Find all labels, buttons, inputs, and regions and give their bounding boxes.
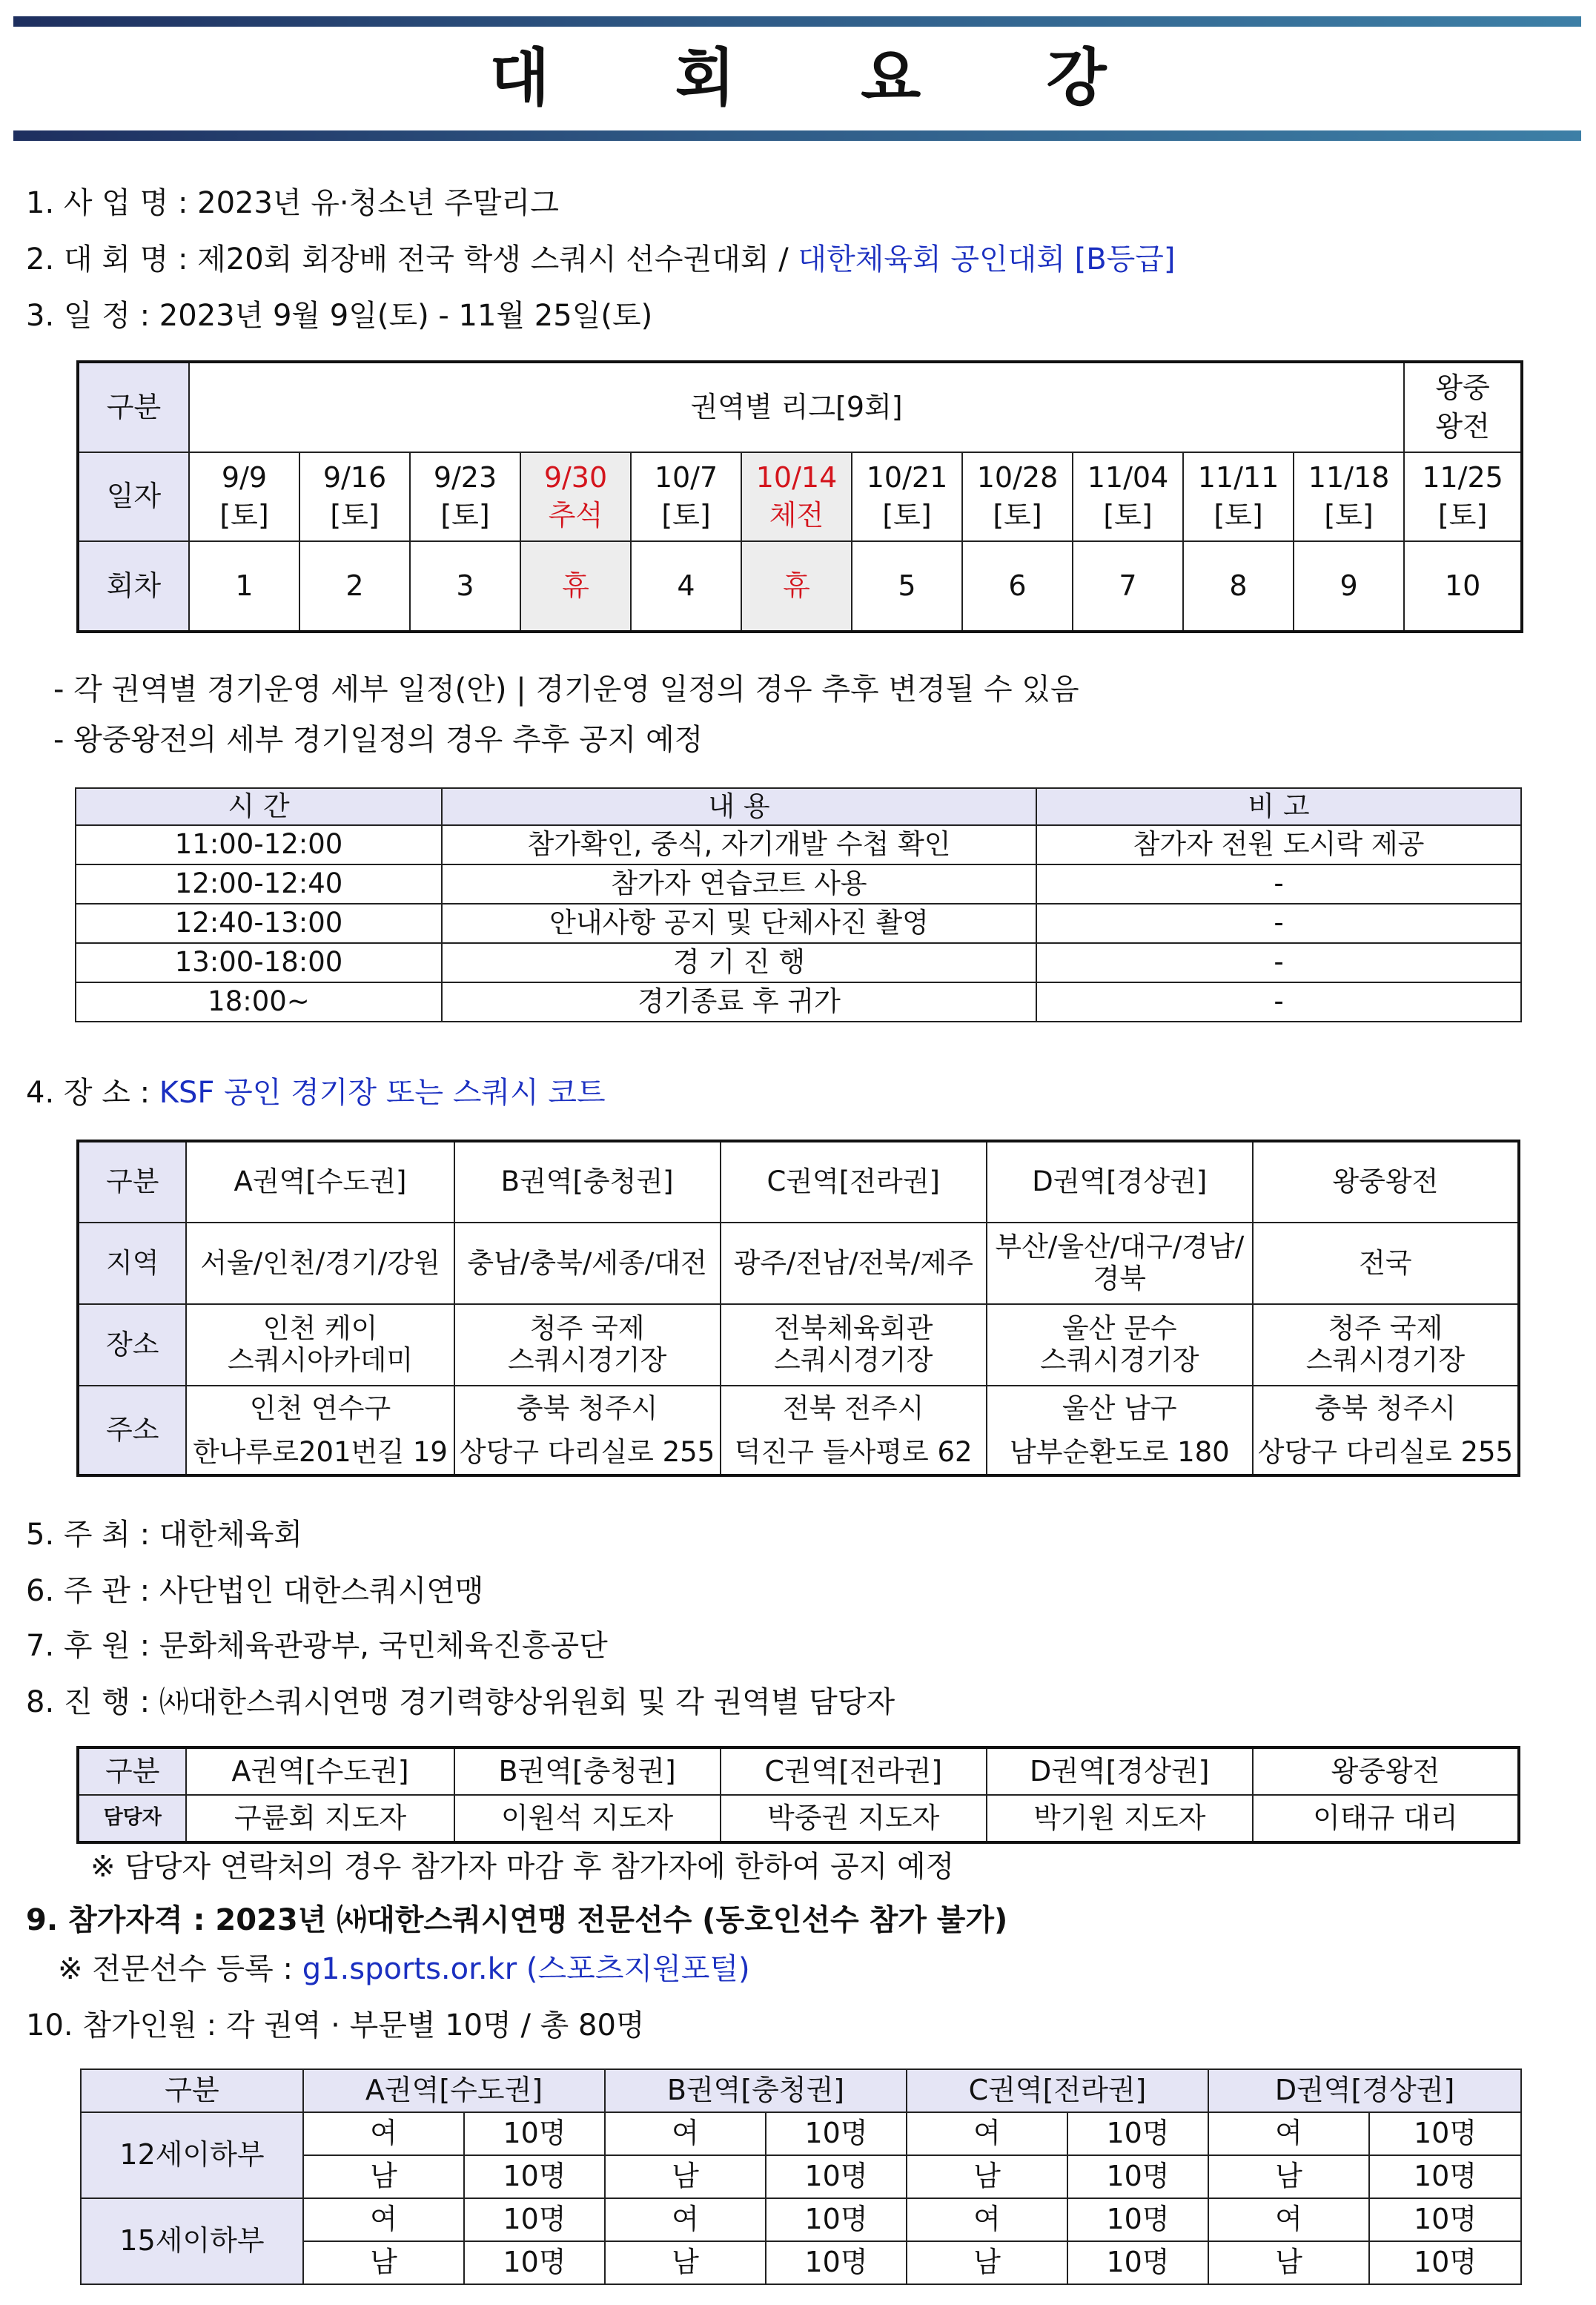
- address-cell: [454, 1386, 721, 1475]
- weekday-value: [토]: [1103, 499, 1153, 532]
- round-cell: 6: [962, 541, 1073, 632]
- timetable-cell: 참가자 전원 도시락 제공: [1036, 825, 1521, 864]
- item-label: 7. 후 원 :: [26, 1629, 150, 1663]
- place-cell: [1253, 1304, 1519, 1386]
- weekday-value: [토]: [661, 499, 711, 532]
- timetable-cell: 경 기 진 행: [442, 943, 1036, 982]
- place-line: 인천 케이: [262, 1312, 378, 1345]
- round-cell: 휴: [741, 541, 852, 632]
- manager-header: D권역[경상권]: [987, 1747, 1253, 1795]
- item-value: 2023년 ㈔대한스쿼시연맹 전문선수 (동호인선수 참가 불가): [215, 1903, 1008, 1937]
- table-row: [76, 825, 1521, 864]
- place-cell: [454, 1304, 721, 1386]
- registration-note: [58, 1948, 750, 1990]
- participant-header: B권역[충청권]: [605, 2069, 907, 2112]
- count-cell: 10명: [1067, 2198, 1208, 2241]
- bottom-rule: [13, 130, 1581, 141]
- manager-label: 담당자: [78, 1795, 186, 1842]
- manager-name: 이원석 지도자: [454, 1795, 721, 1842]
- gender-cell: 여: [605, 2112, 766, 2155]
- item-value: 각 권역 · 부문별 10명 / 총 80명: [225, 2008, 645, 2043]
- place-cell: [987, 1304, 1253, 1386]
- item-sponsor: [26, 1625, 608, 1667]
- certification-label: 대한체육회 공인대회 [B등급]: [798, 242, 1176, 277]
- league-header: 권역별 리그[9회]: [189, 362, 1404, 452]
- date-value: 9/16: [322, 460, 387, 494]
- round-cell: 4: [631, 541, 741, 632]
- venue-header: 왕중왕전: [1253, 1141, 1519, 1223]
- timetable-header: 시 간: [76, 788, 442, 825]
- registration-link[interactable]: g1.sports.or.kr (스포츠지원포털): [302, 1952, 750, 1986]
- item-value: 2023년 유·청소년 주말리그: [197, 186, 559, 220]
- timetable: [75, 787, 1522, 1022]
- date-cell: [962, 452, 1073, 541]
- round-cell: 휴: [520, 541, 631, 632]
- region-cell: 부산/울산/대구/경남/경북: [987, 1223, 1253, 1304]
- date-value: 10/14: [755, 460, 838, 494]
- count-cell: 10명: [766, 2241, 907, 2284]
- place-line: 청주 국제: [1328, 1312, 1443, 1345]
- count-cell: 10명: [464, 2112, 605, 2155]
- manager-name: 이태규 대리: [1253, 1795, 1519, 1842]
- gender-cell: 남: [1208, 2155, 1369, 2198]
- table-row: [76, 943, 1521, 982]
- timetable-cell: -: [1036, 982, 1521, 1022]
- item-eligibility: [26, 1899, 1007, 1941]
- round-cell: 8: [1183, 541, 1294, 632]
- item-participants: [26, 2005, 645, 2046]
- round-cell: 5: [852, 541, 962, 632]
- participant-table: [80, 2068, 1522, 2285]
- table-row: [81, 2198, 1521, 2241]
- timetable-header: 내 용: [442, 788, 1036, 825]
- region-label: 지역: [78, 1223, 186, 1304]
- date-cell: [520, 452, 631, 541]
- header-cell: 구분: [78, 362, 189, 452]
- venue-header: D권역[경상권]: [987, 1141, 1253, 1223]
- item-label: 3. 일 정 :: [26, 299, 150, 333]
- table-row: [76, 864, 1521, 904]
- weekday-value: [토]: [1324, 499, 1374, 532]
- item-value: KSF 공인 경기장 또는 스쿼시 코트: [159, 1076, 606, 1110]
- address-line: 한나루로201번길 19: [193, 1436, 448, 1469]
- place-line: 스쿼시경기장: [1040, 1344, 1199, 1376]
- count-cell: 10명: [1369, 2198, 1521, 2241]
- schedule-table: [76, 360, 1523, 633]
- manager-name: 박중권 지도자: [721, 1795, 987, 1842]
- group-label: 12세이하부: [81, 2112, 303, 2198]
- address-line: 인천 연수구: [249, 1392, 391, 1424]
- weekday-value: [토]: [440, 499, 490, 532]
- date-value: 11/11: [1197, 460, 1279, 494]
- final-header: [1404, 362, 1522, 452]
- date-cell: [299, 452, 410, 541]
- round-cell: 1: [189, 541, 299, 632]
- round-cell: 3: [410, 541, 520, 632]
- region-cell: 서울/인천/경기/강원: [186, 1223, 454, 1304]
- place-line: 스쿼시경기장: [773, 1344, 933, 1376]
- count-cell: 10명: [1067, 2155, 1208, 2198]
- region-cell: 충남/충북/세종/대전: [454, 1223, 721, 1304]
- weekday-value: [토]: [993, 499, 1042, 532]
- item-value: ㈔대한스쿼시연맹 경기력향상위원회 및 각 권역별 담당자: [159, 1685, 895, 1719]
- manager-header: A권역[수도권]: [186, 1747, 454, 1795]
- timetable-cell: 참가확인, 중식, 자기개발 수첩 확인: [442, 825, 1036, 864]
- gender-cell: 남: [907, 2155, 1067, 2198]
- table-row: [81, 2112, 1521, 2155]
- timetable-cell: 12:00-12:40: [76, 864, 442, 904]
- date-value: 9/30: [543, 460, 608, 494]
- date-value: 9/9: [221, 460, 268, 494]
- count-cell: 10명: [766, 2198, 907, 2241]
- address-line: 상당구 다리실로 255: [1257, 1436, 1514, 1469]
- gender-cell: 남: [1208, 2241, 1369, 2284]
- place-line: 전북체육회관: [773, 1312, 933, 1345]
- item-organizer: [26, 1570, 484, 1612]
- item-value: 2023년 9월 9일(토) - 11월 25일(토): [159, 299, 653, 333]
- address-line: 덕진구 들사평로 62: [734, 1436, 973, 1469]
- date-value: 11/04: [1087, 460, 1169, 494]
- item-label: 5. 주 최 :: [26, 1518, 150, 1552]
- place-line: 스쿼시경기장: [1305, 1344, 1466, 1376]
- round-cell: 2: [299, 541, 410, 632]
- note-line: - 왕중왕전의 세부 경기일정의 경우 추후 공지 예정: [53, 723, 703, 757]
- item-value: 제20회 회장배 전국 학생 스쿼시 선수권대회 /: [197, 242, 789, 277]
- address-cell: [1253, 1386, 1519, 1475]
- venue-table: [76, 1140, 1520, 1477]
- item-value: 대한체육회: [159, 1518, 302, 1552]
- table-row: [76, 904, 1521, 943]
- manager-header: B권역[충청권]: [454, 1747, 721, 1795]
- final-header-line: 왕전: [1435, 409, 1490, 443]
- gender-cell: 여: [605, 2198, 766, 2241]
- item-business-name: [26, 182, 559, 224]
- manager-header: 구분: [78, 1747, 186, 1795]
- address-line: 울산 남구: [1062, 1392, 1177, 1424]
- item-schedule: [26, 295, 652, 337]
- registration-label: ※ 전문선수 등록 :: [58, 1952, 293, 1986]
- date-cell: [189, 452, 299, 541]
- count-cell: 10명: [766, 2112, 907, 2155]
- weekday-value: [토]: [219, 499, 269, 532]
- count-cell: 10명: [464, 2241, 605, 2284]
- item-label: 6. 주 관 :: [26, 1574, 150, 1608]
- address-cell: [721, 1386, 987, 1475]
- date-value: 11/18: [1308, 460, 1390, 494]
- weekday-value: 체전: [769, 499, 824, 532]
- count-cell: 10명: [464, 2155, 605, 2198]
- date-cell: [852, 452, 962, 541]
- place-line: 스쿼시아카데미: [227, 1344, 414, 1376]
- manager-name: 박기원 지도자: [987, 1795, 1253, 1842]
- venue-header: C권역[전라권]: [721, 1141, 987, 1223]
- date-cell: [741, 452, 852, 541]
- item-label: 10. 참가인원 :: [26, 2008, 217, 2043]
- timetable-cell: -: [1036, 943, 1521, 982]
- timetable-cell: 13:00-18:00: [76, 943, 442, 982]
- round-cell: 7: [1073, 541, 1183, 632]
- timetable-cell: 12:40-13:00: [76, 904, 442, 943]
- manager-table: [76, 1746, 1520, 1844]
- venue-header: B권역[충청권]: [454, 1141, 721, 1223]
- date-cell: [1294, 452, 1404, 541]
- gender-cell: 여: [907, 2112, 1067, 2155]
- gender-cell: 여: [907, 2198, 1067, 2241]
- address-line: 충북 청주시: [1314, 1392, 1457, 1424]
- address-cell: [186, 1386, 454, 1475]
- address-cell: [987, 1386, 1253, 1475]
- table-row: [76, 982, 1521, 1022]
- weekday-value: [토]: [330, 499, 380, 532]
- date-cell: [410, 452, 520, 541]
- manager-header: 왕중왕전: [1253, 1747, 1519, 1795]
- participant-header: 구분: [81, 2069, 303, 2112]
- item-label: 1. 사 업 명 :: [26, 186, 188, 220]
- address-line: 충북 청주시: [516, 1392, 658, 1424]
- date-cell: [1073, 452, 1183, 541]
- manager-header: C권역[전라권]: [721, 1747, 987, 1795]
- timetable-cell: -: [1036, 904, 1521, 943]
- region-cell: 전국: [1253, 1223, 1519, 1304]
- gender-cell: 남: [303, 2155, 464, 2198]
- count-cell: 10명: [1369, 2241, 1521, 2284]
- round-cell: 9: [1294, 541, 1404, 632]
- count-cell: 10명: [766, 2155, 907, 2198]
- final-header-line: 왕중: [1435, 371, 1490, 405]
- address-label: 주소: [78, 1386, 186, 1475]
- date-value: 9/23: [433, 460, 497, 494]
- gender-cell: 남: [605, 2155, 766, 2198]
- page-title: 대 회 요 강: [489, 42, 1159, 114]
- manager-note: ※ 담당자 연락처의 경우 참가자 마감 후 참가자에 한하여 공지 예정: [90, 1850, 955, 1884]
- count-cell: 10명: [1067, 2241, 1208, 2284]
- item-event-name: [26, 239, 1176, 280]
- timetable-cell: 11:00-12:00: [76, 825, 442, 864]
- gender-cell: 남: [303, 2241, 464, 2284]
- item-value: 사단법인 대한스쿼시연맹: [159, 1574, 484, 1608]
- weekday-value: [토]: [882, 499, 932, 532]
- participant-header: D권역[경상권]: [1208, 2069, 1521, 2112]
- item-operation: [26, 1681, 895, 1723]
- date-cell: [1404, 452, 1522, 541]
- date-value: 11/25: [1422, 460, 1503, 494]
- round-label: 회차: [78, 541, 189, 632]
- weekday-value: 추석: [548, 499, 603, 532]
- place-line: 청주 국제: [529, 1312, 645, 1345]
- gender-cell: 남: [605, 2241, 766, 2284]
- gender-cell: 여: [303, 2112, 464, 2155]
- item-value: 문화체육관광부, 국민체육진흥공단: [159, 1629, 608, 1663]
- place-line: 스쿼시경기장: [507, 1344, 667, 1376]
- gender-cell: 남: [907, 2241, 1067, 2284]
- timetable-cell: 참가자 연습코트 사용: [442, 864, 1036, 904]
- item-label: 2. 대 회 명 :: [26, 242, 188, 277]
- venue-header: 구분: [78, 1141, 186, 1223]
- participant-header: C권역[전라권]: [907, 2069, 1208, 2112]
- place-cell: [186, 1304, 454, 1386]
- date-value: 10/21: [866, 460, 948, 494]
- count-cell: 10명: [1369, 2155, 1521, 2198]
- address-line: 남부순환도로 180: [1009, 1436, 1230, 1469]
- date-value: 10/28: [976, 460, 1059, 494]
- date-value: 10/7: [654, 460, 718, 494]
- top-rule: [13, 16, 1581, 27]
- place-line: 울산 문수: [1062, 1312, 1177, 1345]
- address-line: 전북 전주시: [782, 1392, 924, 1424]
- item-label: 9. 참가자격 :: [26, 1903, 205, 1937]
- place-label: 장소: [78, 1304, 186, 1386]
- timetable-header: 비 고: [1036, 788, 1521, 825]
- note-line: - 각 권역별 경기운영 세부 일정(안) | 경기운영 일정의 경우 추후 변경될 수 있음: [53, 672, 1079, 707]
- timetable-cell: 경기종료 후 귀가: [442, 982, 1036, 1022]
- item-label: 4. 장 소 :: [26, 1076, 150, 1110]
- item-venue: [26, 1072, 606, 1114]
- weekday-value: [토]: [1437, 499, 1488, 532]
- count-cell: 10명: [1067, 2112, 1208, 2155]
- timetable-cell: -: [1036, 864, 1521, 904]
- count-cell: 10명: [1369, 2112, 1521, 2155]
- participant-header: A권역[수도권]: [303, 2069, 605, 2112]
- date-label: 일자: [78, 452, 189, 541]
- region-cell: 광주/전남/전북/제주: [721, 1223, 987, 1304]
- date-cell: [1183, 452, 1294, 541]
- gender-cell: 여: [1208, 2112, 1369, 2155]
- count-cell: 10명: [464, 2198, 605, 2241]
- venue-header: A권역[수도권]: [186, 1141, 454, 1223]
- address-line: 상당구 다리실로 255: [459, 1436, 715, 1469]
- group-label: 15세이하부: [81, 2198, 303, 2284]
- manager-name: 구륜회 지도자: [186, 1795, 454, 1842]
- timetable-cell: 18:00~: [76, 982, 442, 1022]
- timetable-cell: 안내사항 공지 및 단체사진 촬영: [442, 904, 1036, 943]
- date-cell: [631, 452, 741, 541]
- gender-cell: 여: [303, 2198, 464, 2241]
- item-label: 8. 진 행 :: [26, 1685, 150, 1719]
- round-cell: 10: [1404, 541, 1522, 632]
- item-host: [26, 1514, 302, 1555]
- weekday-value: [토]: [1213, 499, 1263, 532]
- place-cell: [721, 1304, 987, 1386]
- gender-cell: 여: [1208, 2198, 1369, 2241]
